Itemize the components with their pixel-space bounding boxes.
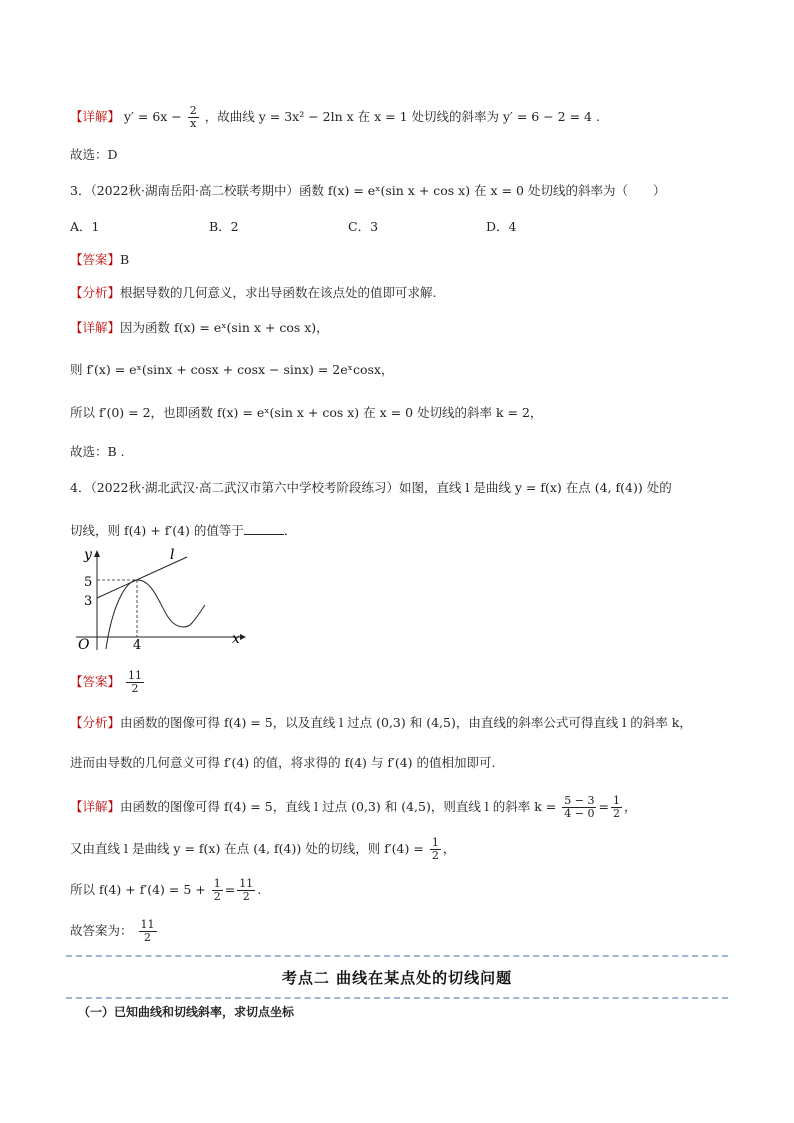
y-axis-label: y <box>84 547 92 563</box>
fraction: $\frac{1}{2}$ <box>431 836 439 862</box>
y-axis-arrow <box>94 550 100 557</box>
q2-detail-post: ，故曲线 y = 3x² − 2ln x 在 x = 1 处切线的斜率为 y′ = 6 − 2 = 4 . <box>204 109 600 124</box>
q4-final-answer: 故答案为： $\frac{11}{2}$ <box>70 918 155 944</box>
q4-analysis-2: 进而由导数的几何意义可得 f′(4) 的值，将求得的 f(4) 与 f′(4) 的值相加即可. <box>70 755 496 770</box>
x-axis-arrow <box>240 634 246 640</box>
answer-blank <box>244 522 284 535</box>
fraction: $\frac{11}{2}$ <box>140 918 155 944</box>
curve <box>106 580 205 649</box>
q4-detail-3: 所以 f(4) + f′(4) = 5 + $\frac{1}{2}$ = $\frac{11}{2}$ . <box>70 877 262 903</box>
q3-analysis: 根据导数的几何意义，求出导函数在该点处的值即可求解. <box>120 285 437 300</box>
q4-stem-2: 切线，则 f(4) + f′(4) 的值等于 ． <box>70 523 297 538</box>
x-tick-4: 4 <box>133 638 142 653</box>
x-axis-label: x <box>232 631 240 647</box>
fraction: $\frac{2}{x}$ <box>189 104 197 130</box>
fraction: $\frac{11}{2}$ <box>128 669 142 695</box>
q4-detail-line: 【详解】由函数的图像可得 f(4) = 5，直线 l 过点 (0,3) 和 (4,5)，则直线 l 的斜率 k = $\frac{5 - 3}{4 - 0}$ = $\frac{1}{2}$ ， <box>70 794 637 820</box>
section-divider-top <box>66 955 728 957</box>
fraction: $\frac{5 - 3}{4 - 0}$ <box>564 794 595 820</box>
q3-select: 故选：B . <box>70 444 125 459</box>
q3-choice-c: C．3 <box>348 219 379 234</box>
function-graph <box>70 545 250 655</box>
y-tick-3: 3 <box>84 594 93 609</box>
section-subtitle: （一）已知曲线和切线斜率，求切点坐标 <box>78 1005 295 1019</box>
q2-detail-line <box>70 105 600 130</box>
answer-label: 【答案】 <box>70 252 121 267</box>
q3-choice-a: A．1 <box>70 219 100 234</box>
q3-answer: B <box>120 252 130 267</box>
analysis-label: 【分析】 <box>70 285 121 300</box>
q3-detail: 因为函数 f(x) = eˣ(sin x + cos x)， <box>120 320 329 335</box>
q3-detail-line <box>70 318 329 338</box>
section-divider-bottom <box>66 997 728 999</box>
detail-label: 【详解】 <box>70 109 121 124</box>
detail-label: 【详解】 <box>70 799 121 814</box>
fraction: $\frac{1}{2}$ <box>213 877 221 903</box>
q2-detail-pre: y′ = 6x − <box>124 109 182 124</box>
q3-choice-b: B．2 <box>209 219 239 234</box>
q3-choice-d: D．4 <box>486 219 517 234</box>
q4-analysis-line <box>70 713 692 733</box>
q3-answer-line <box>70 250 129 270</box>
answer-label: 【答案】 <box>70 674 121 689</box>
section-title: 考点二 曲线在某点处的切线问题 <box>281 969 513 987</box>
q3-analysis-line <box>70 283 437 303</box>
q3-choices <box>70 217 670 237</box>
q4-answer-line <box>70 668 146 696</box>
tangent-line-label: l <box>170 547 175 563</box>
q4-detail-2: 又由直线 l 是曲线 y = f(x) 在点 (4, f(4)) 处的切线，则 f′(4) = $\frac{1}{2}$ ， <box>70 836 456 862</box>
detail-label: 【详解】 <box>70 320 121 335</box>
q3-derivation: 则 f′(x) = eˣ(sinx + cosx + cosx − sinx) = 2eˣcosx， <box>70 362 394 377</box>
fraction: $\frac{1}{2}$ <box>612 794 620 820</box>
q4-stem: 4．（2022秋·湖北武汉·高二武汉市第六中学校考阶段练习）如图，直线 l 是曲线 y = f(x) 在点 (4, f(4)) 处的 <box>70 480 672 495</box>
tangent-line <box>97 557 187 598</box>
fraction: $\frac{11}{2}$ <box>239 877 254 903</box>
y-tick-5: 5 <box>84 575 93 590</box>
q2-select: 故选：D <box>70 147 118 162</box>
origin-label: O <box>78 637 90 653</box>
q3-stem: 3．（2022秋·湖南岳阳·高二校联考期中）函数 f(x) = eˣ(sin x + cos x) 在 x = 0 处切线的斜率为（ ） <box>70 183 666 198</box>
analysis-label: 【分析】 <box>70 715 121 730</box>
q3-conclusion: 所以 f′(0) = 2，也即函数 f(x) = eˣ(sin x + cos x) 在 x = 0 处切线的斜率 k = 2， <box>70 405 543 420</box>
q4-analysis-1: 由函数的图像可得 f(4) = 5，以及直线 l 过点 (0,3) 和 (4,5)，由直线的斜率公式可得直线 l 的斜率 k， <box>120 715 692 730</box>
